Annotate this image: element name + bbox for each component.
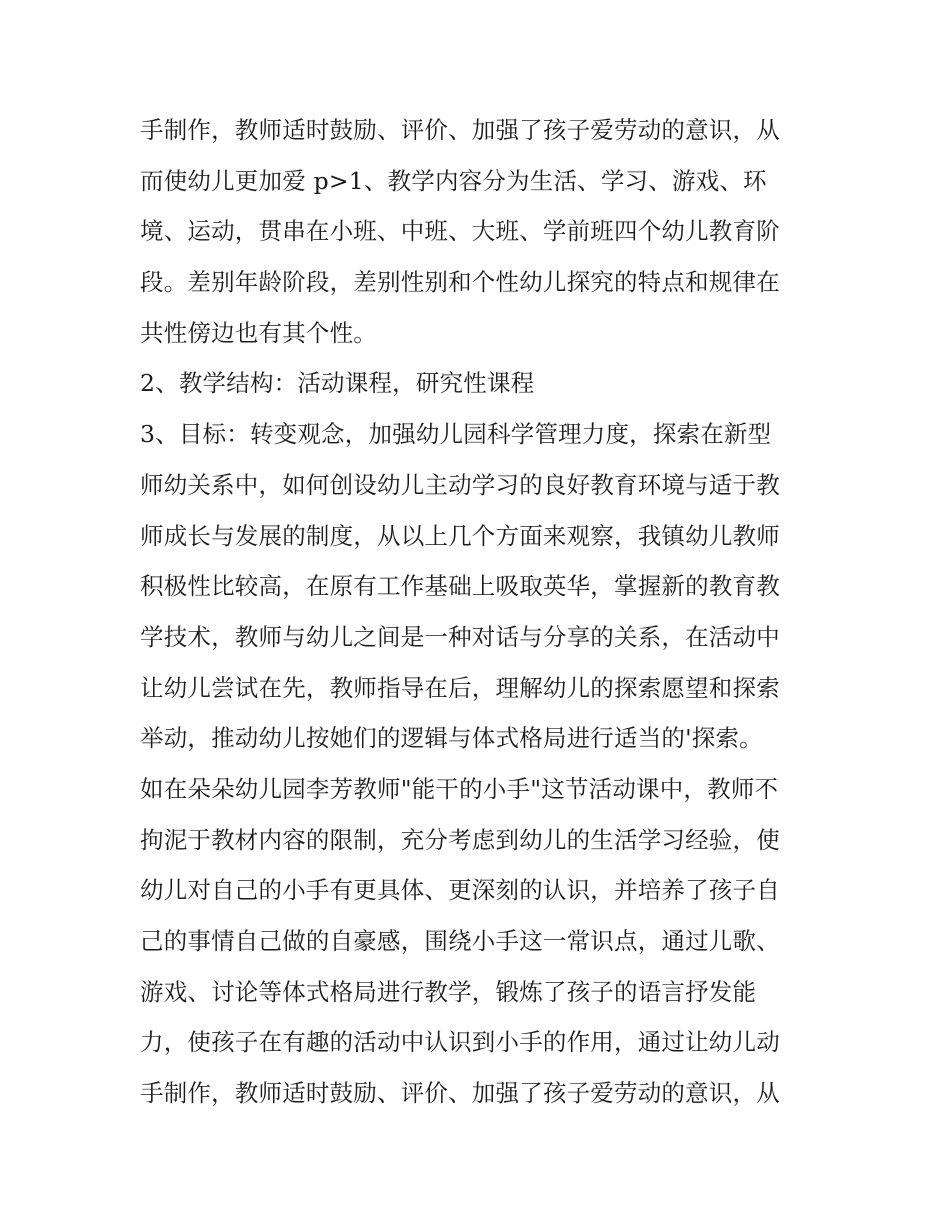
text-line: 3、目标：转变观念，加强幼儿园科学管理力度，探索在新型 bbox=[140, 420, 772, 449]
text-line: 手制作，教师适时鼓励、评价、加强了孩子爱劳动的意识，从 bbox=[140, 116, 780, 144]
text-line: 如在朵朵幼儿园李芳教师"能干的小手"这节活动课中，教师不 bbox=[140, 774, 779, 803]
text-line: 师成长与发展的制度，从以上几个方面来观察，我镇幼儿教师 bbox=[140, 521, 780, 550]
text-line: 让幼儿尝试在先，教师指导在后，理解幼儿的探索愿望和探索 bbox=[140, 673, 780, 702]
text-line: 举动，推动幼儿按她们的逻辑与体式格局进行适当的'探索。 bbox=[140, 724, 763, 753]
text-line: 段。差别年龄阶段，差别性别和个性幼儿探究的特点和规律在 bbox=[140, 268, 780, 297]
text-line: 共性傍边也有其个性。 bbox=[140, 318, 377, 347]
text-line: 而使幼儿更加爱 p>1、教学内容分为生活、学习、游戏、环 bbox=[140, 166, 767, 195]
text-line: 积极性比较高，在原有工作基础上吸取英华，掌握新的教育教 bbox=[140, 572, 780, 601]
text-line: 师幼关系中，如何创设幼儿主动学习的良好教育环境与适于教 bbox=[140, 470, 780, 499]
text-line: 学技术，教师与幼儿之间是一种对话与分享的关系，在活动中 bbox=[140, 622, 780, 651]
text-line: 拘泥于教材内容的限制，充分考虑到幼儿的生活学习经验，使 bbox=[140, 825, 780, 854]
text-line: 己的事情自己做的自豪感，围绕小手这一常识点，通过儿歌、 bbox=[140, 927, 780, 955]
text-line: 游戏、讨论等体式格局进行教学，锻炼了孩子的语言抒发能 bbox=[140, 977, 757, 1006]
text-line: 手制作，教师适时鼓励、评价、加强了孩子爱劳动的意识，从 bbox=[140, 1079, 780, 1108]
text-line: 2、教学结构：活动课程，研究性课程 bbox=[140, 369, 535, 398]
text-line: 幼儿对自己的小手有更具体、更深刻的认识，并培养了孩子自 bbox=[140, 876, 780, 905]
text-line: 力，使孩子在有趣的活动中认识到小手的作用，通过让幼儿动 bbox=[140, 1028, 780, 1057]
text-line: 境、运动，贯串在小班、中班、大班、学前班四个幼儿教育阶 bbox=[140, 217, 780, 246]
body-text bbox=[140, 105, 820, 1119]
